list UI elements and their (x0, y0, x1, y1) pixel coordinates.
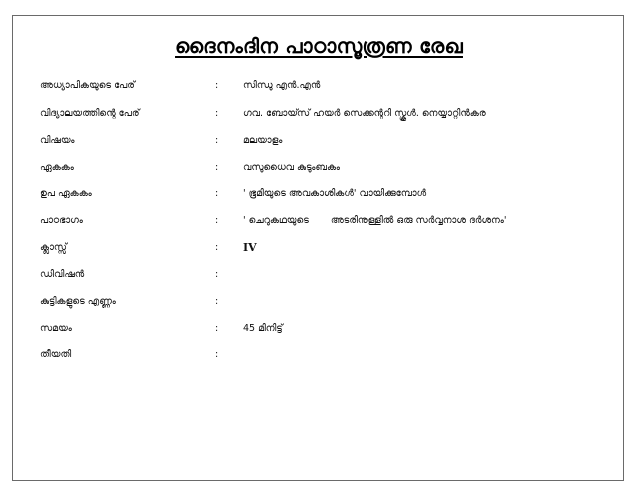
row-unit (40, 160, 600, 180)
field-label: പാഠഭാഗം (40, 215, 83, 226)
field-label: അധ്യാപികയുടെ പേര് (40, 80, 135, 91)
field-value: മലയാളം (243, 135, 283, 146)
field-label: തീയതി (40, 349, 72, 360)
field-label: സമയം (40, 323, 72, 334)
field-value: ' ഭൂമിയുടെ അവകാശികൾ' വായിക്കുമ്പോൾ (243, 188, 427, 199)
row-subject (40, 133, 600, 153)
row-lesson (40, 213, 600, 233)
field-value: വസുധൈവ കുടുംബകം (243, 162, 341, 173)
field-label: വിദ്യാലയത്തിന്റെ പേര് (40, 108, 140, 119)
row-school-name (40, 106, 600, 126)
field-separator: : (215, 242, 219, 253)
field-separator: : (215, 323, 219, 334)
row-teacher-name (40, 78, 600, 98)
row-class (40, 240, 600, 260)
field-separator: : (215, 215, 219, 226)
page-title: ദൈനംദിന പാഠാസൂത്രണ രേഖ (175, 34, 463, 58)
field-separator: : (215, 269, 219, 280)
row-time (40, 321, 600, 341)
row-sub-unit (40, 186, 600, 206)
field-separator: : (215, 188, 219, 199)
field-separator: : (215, 108, 219, 119)
field-value: ഗവ. ബോയ്സ് ഹയർ സെക്കന്ററി സ്കൂൾ. നെയ്യാറ്റിൻകര (243, 108, 486, 119)
lesson-value-part1: ' ചെറുകഥയുടെ (243, 215, 309, 226)
field-value (243, 215, 506, 226)
field-label: ഡിവിഷൻ (40, 269, 85, 280)
field-value: സിന്ധു എൻ.എൻ (243, 80, 321, 91)
field-value: IV (243, 241, 257, 254)
field-separator: : (215, 296, 219, 307)
field-separator: : (215, 80, 219, 91)
row-student-count (40, 294, 600, 314)
field-separator: : (215, 162, 219, 173)
lesson-value-part2: അടരിനുള്ളിൽ ഒരു സർവ്വനാശ ദർശനം' (330, 215, 507, 226)
row-division (40, 267, 600, 287)
field-separator: : (215, 135, 219, 146)
row-date (40, 347, 600, 367)
field-label: ഉപ ഏകകം (40, 188, 92, 199)
field-value: 45 മിനിട്ട് (243, 323, 283, 334)
field-label: വിഷയം (40, 135, 75, 146)
field-label: കുട്ടികളുടെ എണ്ണം (40, 296, 116, 307)
field-label: ഏകകം (40, 162, 74, 173)
field-label: ക്ലാസ്സ് (40, 242, 67, 253)
field-separator: : (215, 349, 219, 360)
